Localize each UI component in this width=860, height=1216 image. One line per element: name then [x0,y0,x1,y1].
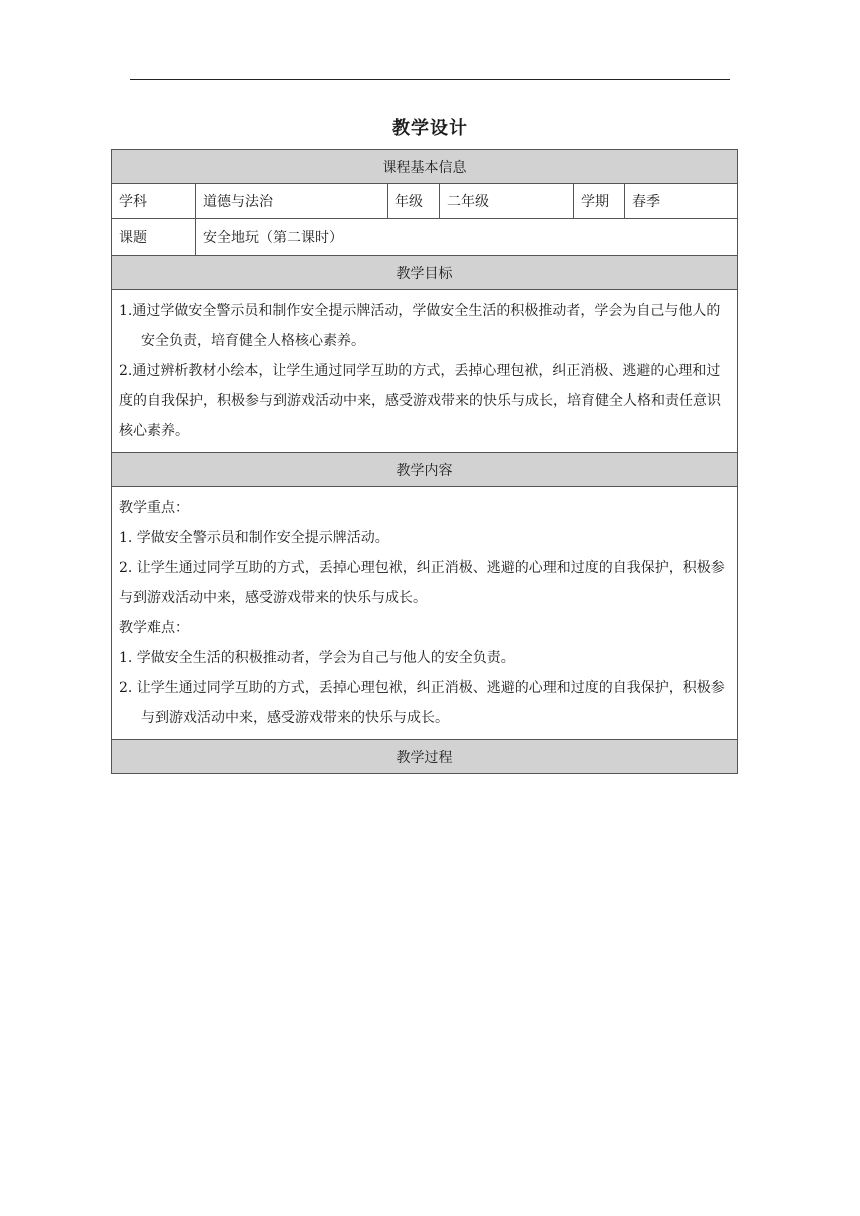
topic-value: 安全地玩（第二课时） [196,219,738,256]
section-header-process [112,740,738,774]
topic-label: 课题 [112,219,196,256]
objectives-body [112,290,738,453]
key-point-2: 2. 让学生通过同学互助的方式，丢掉心理包袱，纠正消极、逃避的心理和过度的自我保护，积极参与到游戏活动中来，感受游戏带来的快乐与成长。 [119,560,725,606]
document-title: 教学设计 [392,118,468,139]
section-header-content [112,453,738,487]
section-title-process: 教学过程 [112,740,738,774]
info-row [112,184,738,219]
grade-label: 年级 [388,184,440,219]
difficulty-2: 2. 让学生通过同学互助的方式，丢掉心理包袱，纠正消极、逃避的心理和过度的自我保护，积极参与到游戏活动中来，感受游戏带来的快乐与成长。 [119,680,725,726]
objective-item-2: 2.通过辨析教材小绘本，让学生通过同学互助的方式，丢掉心理包袱，纠正消极、逃避的心理和过度的自我保护，积极参与到游戏活动中来，感受游戏带来的快乐与成长，培育健全人格和责任意识核心素养。 [119,363,721,439]
difficulty-1: 1. 学做安全生活的积极推动者，学会为自己与他人的安全负责。 [119,650,515,666]
section-title-basic-info: 课程基本信息 [112,150,738,184]
section-title-objectives: 教学目标 [112,256,738,290]
objectives-row [112,290,738,453]
term-value: 春季 [625,184,738,219]
section-title-content: 教学内容 [112,453,738,487]
section-header-basic-info [112,150,738,184]
term-label: 学期 [574,184,625,219]
topic-row [112,219,738,256]
header-rule [130,79,730,80]
content-body [112,487,738,740]
content-row [112,487,738,740]
objective-item-1: 1.通过学做安全警示员和制作安全提示牌活动，学做安全生活的积极推动者，学会为自己与他人的安全负责，培育健全人格核心素养。 [119,303,721,349]
subject-label: 学科 [112,184,196,219]
grade-value: 二年级 [440,184,574,219]
lesson-plan-table [111,149,738,774]
key-point-1: 1. 学做安全警示员和制作安全提示牌活动。 [119,530,389,546]
section-header-objectives [112,256,738,290]
subject-value: 道德与法治 [196,184,388,219]
difficulties-heading: 教学难点： [119,620,189,636]
key-points-heading: 教学重点： [119,500,189,516]
